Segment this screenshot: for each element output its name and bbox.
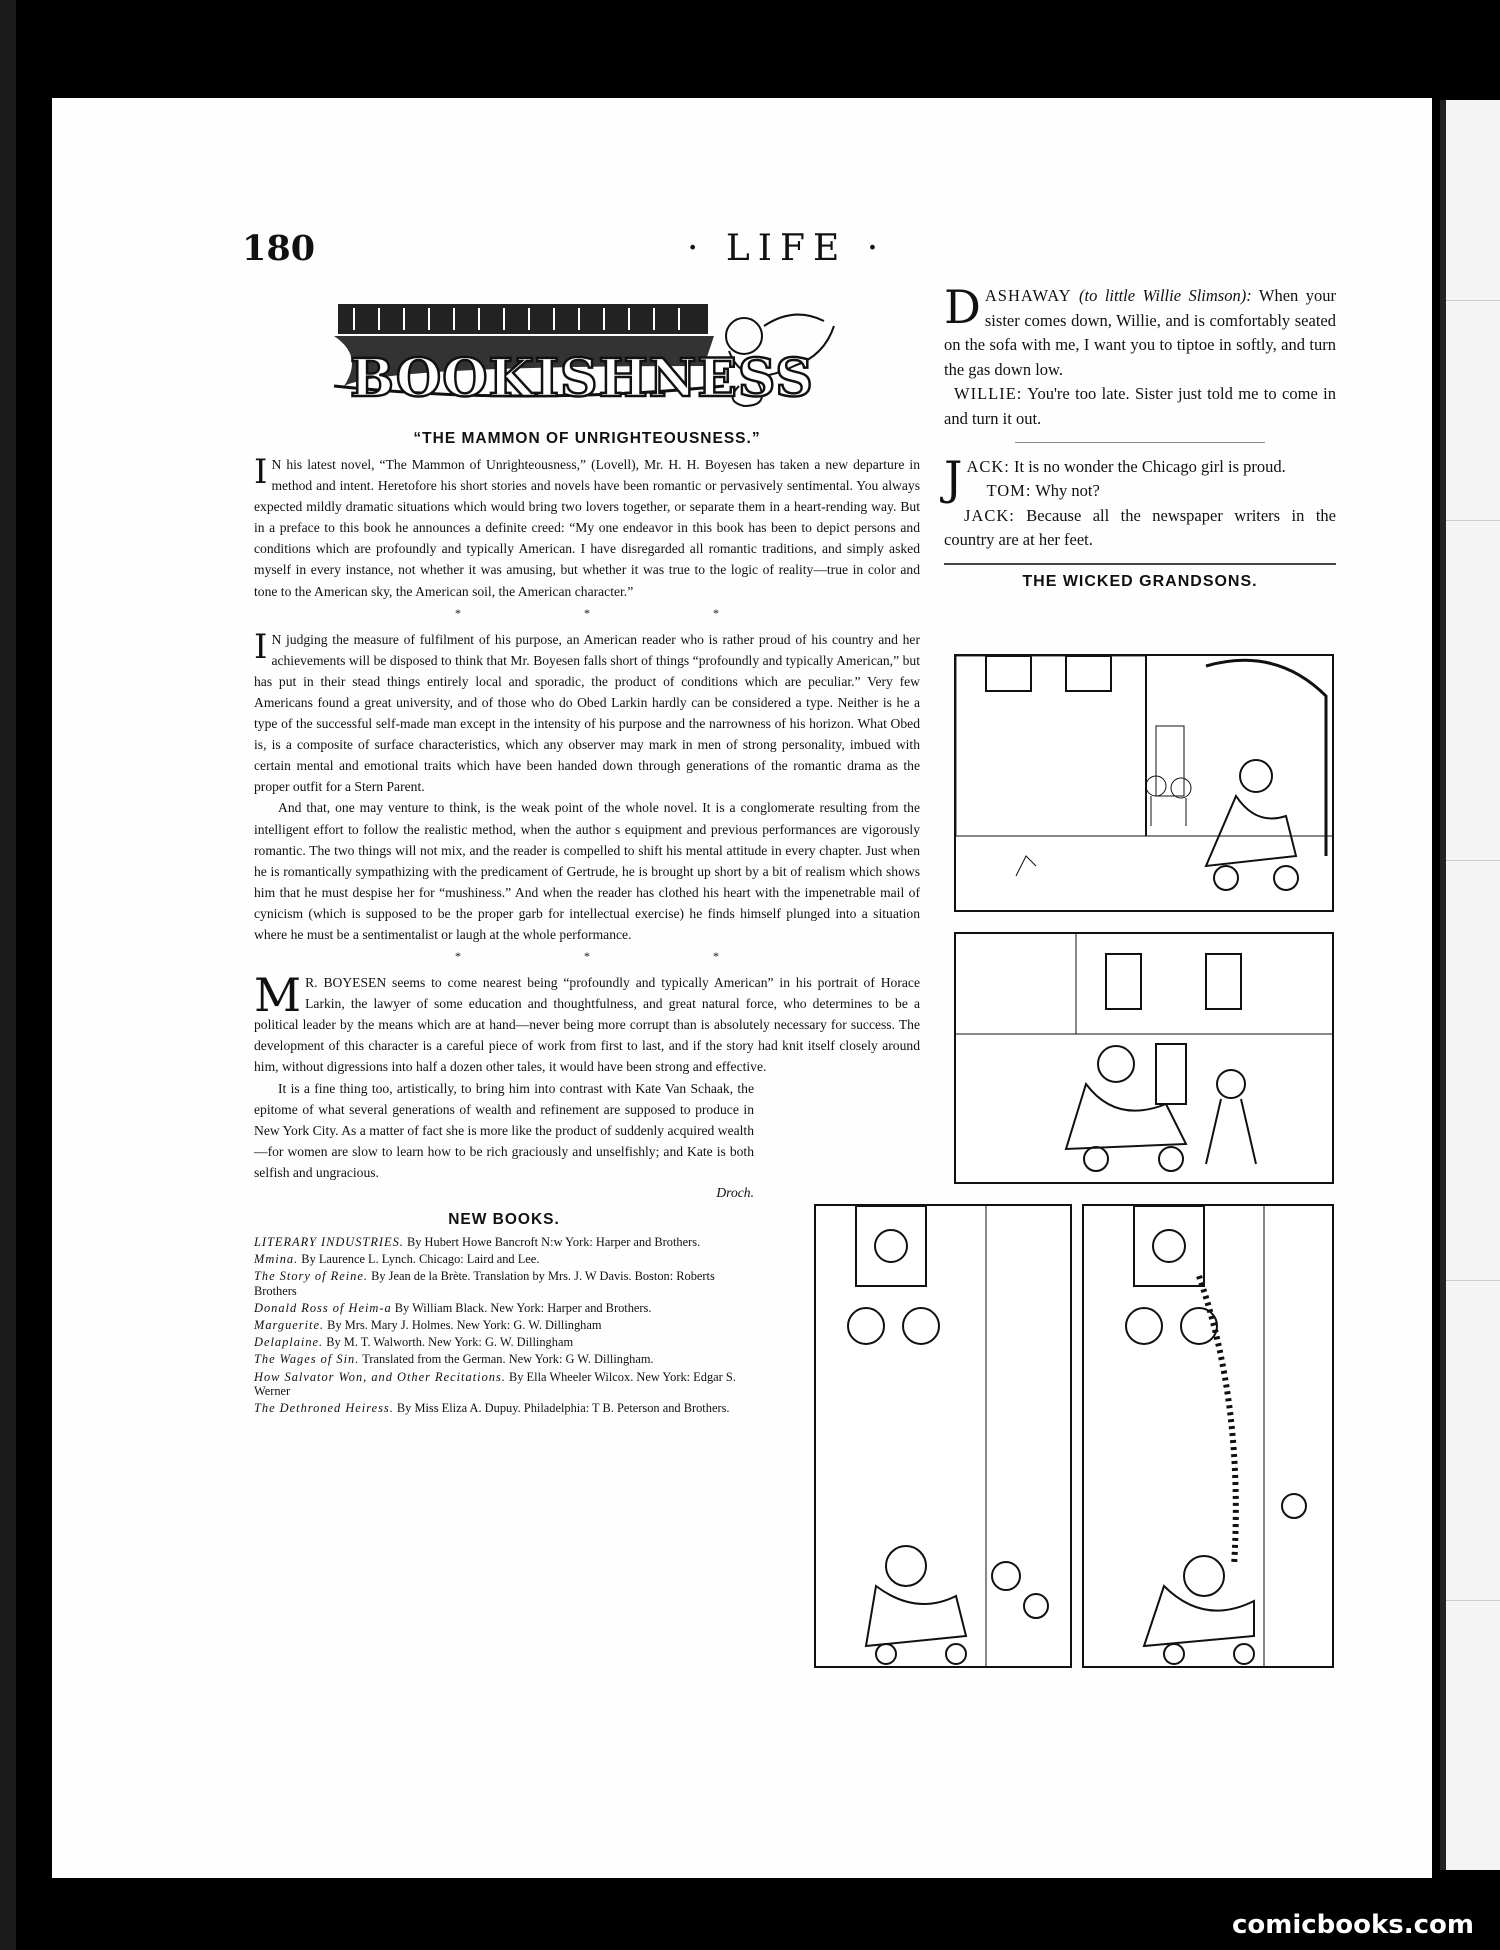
jokes-column xyxy=(944,280,1337,599)
book-entry: Mmina. By Laurence L. Lynch. Chicago: Laird and Lee. xyxy=(254,1252,540,1267)
drop-cap: J xyxy=(944,450,963,505)
book-entry: Marguerite. By Mrs. Mary J. Holmes. New York: G. W. Dillingham xyxy=(254,1318,602,1333)
new-books-section xyxy=(254,1211,754,1415)
joke-divider xyxy=(1015,442,1265,443)
book-entry: LITERARY INDUSTRIES. By Hubert Howe Bancroft N:w York: Harper and Brothers. xyxy=(254,1235,701,1249)
cartoon-panel-2 xyxy=(954,932,1334,1184)
review-paragraph-2: I N judging the measure of fulfilment of his purpose, an American reader who is rather proud of his country and her achievements will be disposed to think that Mr. Boyesen falls short of things “profoundly and typically American,” but has put in their stead things entirely local and sporadic, the product of conditions which are peculiar.” Very few Americans found a great university, and of those who do Obed Larkin hardly can be considered a type. Neither is he a type of the successful self-made man except in the intensity of his purpose and the narrowness of his horizon. What Obed is, is a composite of surface characteristics, which any observer may mark in men of strong personality, imbued with certain mental and emotional traits which have been handed down through generations of the romantic drama as the proper outfit for a Stern Parent. xyxy=(254,626,920,795)
review-paragraph-3: And that, one may venture to think, is the weak point of the whole novel. It is a conglomerate resulting from the intelligent effort to follow the realistic method, when the author s equipment and previous performances are vigorously romantic. The two things will not mix, and the reader is compelled to shift his mental attitude in every chapter. Just when he is romantically sympathizing with the predicament of Gertrude, he is brought up short by a bit of realism which shows him that he must despise her for “mushiness.” And when the reader has clothed his heart with the impenetrable mail of cynicism (which is supposed to be the proper garb for intellectual exercise) he finds himself plunged into a situation where he must be a sentimentalist or laugh at the whole performance. xyxy=(254,800,920,942)
jack-joke: JACK: It is no wonder the Chicago girl is proud. xyxy=(944,450,1286,505)
new-books-heading: NEW BOOKS. xyxy=(448,1211,560,1228)
section-stars: * * * xyxy=(455,605,779,620)
adjacent-page-edge xyxy=(1440,100,1500,1870)
grandpa-in-wheelchair-illustration xyxy=(956,656,1332,910)
cartoon-divider xyxy=(944,563,1336,565)
left-binding-edge xyxy=(0,0,16,1950)
running-head-title: · LIFE · xyxy=(687,228,887,269)
water-dousing-illustration xyxy=(1084,1206,1332,1666)
drop-cap: D xyxy=(944,280,981,334)
book-entry: How Salvator Won, and Other Recitations. By Ella Wheeler Wilcox. New York: Edgar S. Werner xyxy=(254,1369,736,1398)
grandson-pushing-wheelchair-illustration xyxy=(956,934,1332,1182)
book-entry: Donald Ross of Heim-a By William Black. New York: Harper and Brothers. xyxy=(254,1300,652,1315)
masthead-ornament xyxy=(324,296,854,420)
grandsons-at-window-illustration xyxy=(816,1206,1070,1666)
running-head-line xyxy=(242,228,1342,272)
bookishness-masthead xyxy=(324,296,854,420)
cartoon-panel-3 xyxy=(814,1204,1072,1668)
review-paragraph-1: I N his latest novel, “The Mammon of Unrighteousness,” (Lovell), Mr. H. H. Boyesen has taken a new departure in method and intent. Heretofore his short stories and novels have been romantic or pervasively sentimental. You always expected mildly dramatic situations which would bring two lovers together, or separate them in a heart-rending way. But in a preface to this book he announces a definite creed: “My one endeavor in this book has been to depict persons and conditions which are profoundly and typically American. I have disregarded all romantic traditions, and simply asked myself in every instance, not whether it was amusing, but whether it was true to the logic of reality—true in color and tone to the American sky, the American soil, the American character.” xyxy=(254,452,921,599)
watermark: comicbooks.com xyxy=(1231,1910,1474,1940)
book-entry: The Story of Reine. By Jean de la Brète. Translation by Mrs. J. W Davis. Boston: Roberts Brothers xyxy=(254,1269,715,1298)
willie-reply: WILLIE: You're too late. Sister just told me to come in and turn it out. xyxy=(944,384,1337,428)
tom-reply: TOM: Why not? xyxy=(986,481,1100,501)
book-entry: The Wages of Sin. Translated from the German. New York: G W. Dillingham. xyxy=(254,1352,654,1367)
review-signature: Droch. xyxy=(716,1185,754,1200)
drop-cap: I xyxy=(254,452,268,492)
jack-reply: JACK: Because all the newspaper writers in the country are at her feet. xyxy=(944,505,1336,550)
review-paragraph-4: M R. BOYESEN seems to come nearest being “profoundly and typically American” in his portrait of Horace Larkin, the lawyer of some education and thoughtfulness, and great natural force, who determines to be a political leader by the means which are at hand—never being more corrupt than is absolutely necessary for success. The development of this character is a careful piece of work from first to last, and if the story had knit itself closely around him, without digressions into half a dozen other tales, it would have been strong and effective. xyxy=(254,968,920,1075)
review-heading: “THE MAMMON OF UNRIGHTEOUSNESS.” xyxy=(413,430,761,447)
drop-cap: M xyxy=(254,968,302,1023)
cartoon-panel-1 xyxy=(954,654,1334,912)
drop-cap: I xyxy=(254,626,268,667)
svg-text:BOOKISHNESS: BOOKISHNESS xyxy=(350,348,814,409)
book-entry: Delaplaine. By M. T. Walworth. New York: G. W. Dillingham xyxy=(254,1335,574,1350)
page-number: 180 xyxy=(242,228,316,269)
cartoon-title: THE WICKED GRANDSONS. xyxy=(1022,572,1258,590)
section-stars: * * * xyxy=(455,949,779,964)
cartoon-panel-4 xyxy=(1082,1204,1334,1668)
review-paragraph-5: It is a fine thing too, artistically, to bring him into contrast with Kate Van Schaak, the epitome of what several generations of wealth and refinement are supposed to produce in New York City. As a matter of fact she is more like the product of suddenly acquired wealth—for women are slow to learn how to be rich graciously and unselfishly; and Kate is both selfish and ungracious. xyxy=(254,1080,754,1180)
book-entry: The Dethroned Heiress. By Miss Eliza A. Dupuy. Philadelphia: T B. Peterson and Brothers. xyxy=(254,1401,730,1416)
dashaway-joke: DASHAWAY (to little Willie Slimson): When your sister comes down, Willie, and is comfortably seated on the sofa with me, I want you to tiptoe in softly, and turn the gas down low. xyxy=(944,280,1337,379)
